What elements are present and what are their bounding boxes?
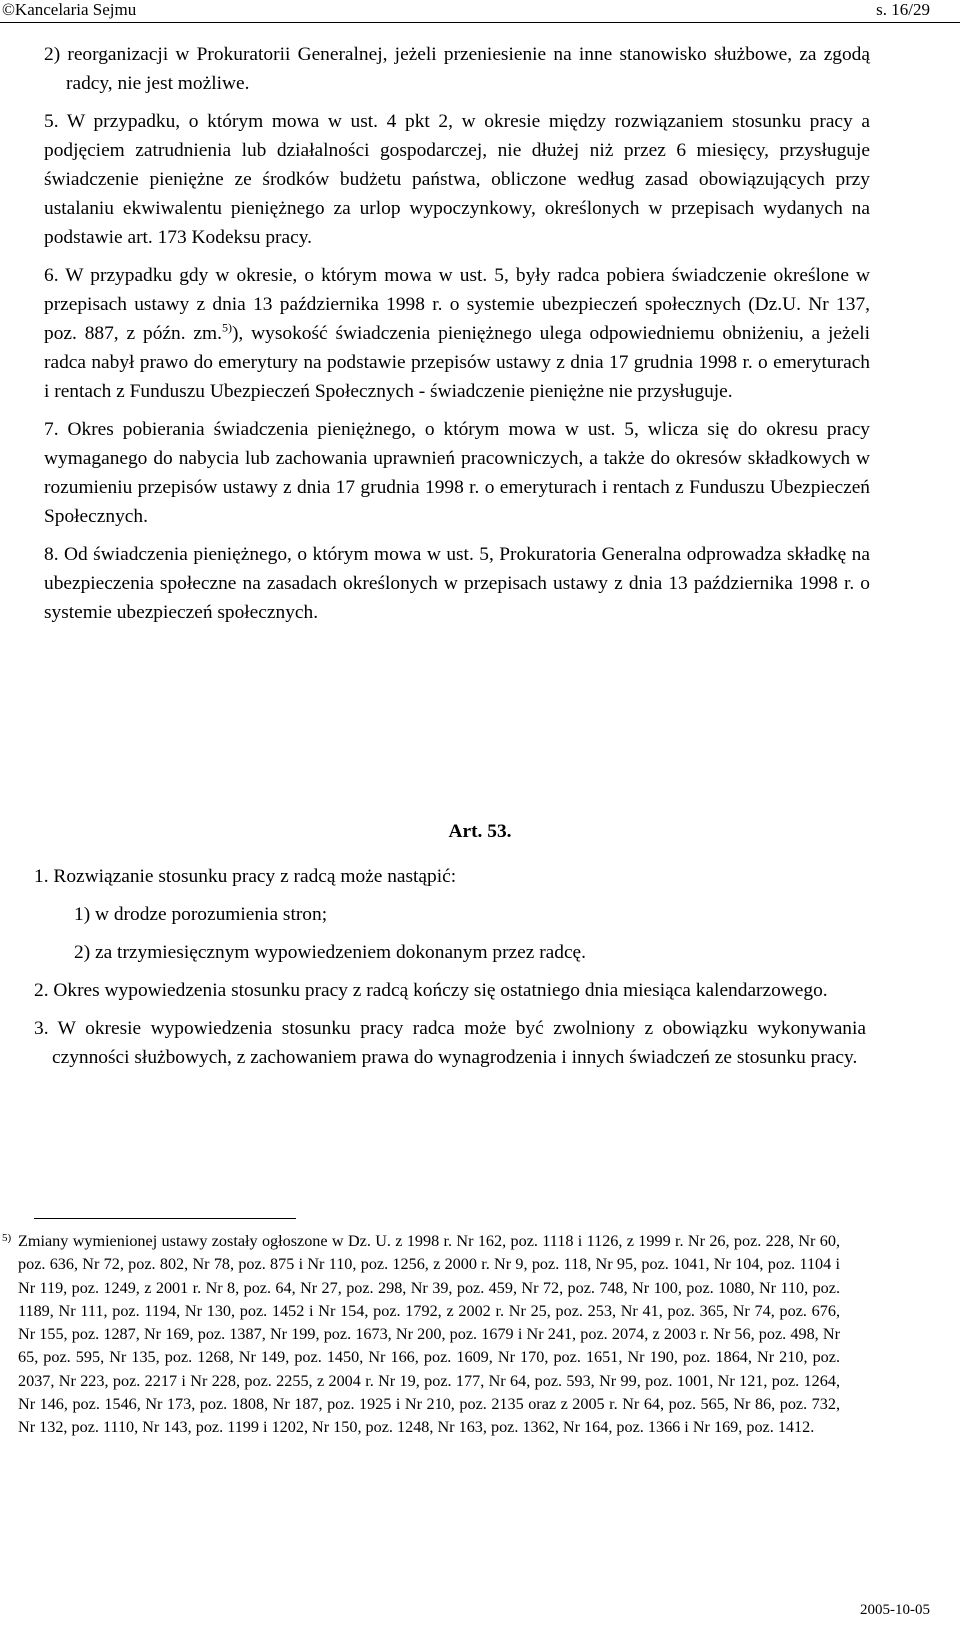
point-2-paragraph: 2) reorganizacji w Prokuratorii Generalnej, jeżeli przeniesienie na inne stanowisko służbowe, za zgodą radcy, nie jest możliwe. (44, 44, 870, 94)
article-section-2: 2. Okres wypowiedzenia stosunku pracy z radcą kończy się ostatniego dnia miesiąca kalendarzowego. (34, 980, 828, 1001)
footnote-reference[interactable]: 5) (221, 320, 232, 335)
footnote-divider (34, 1218, 296, 1219)
section-7-paragraph: 7. Okres pobierania świadczenia pieniężnego, o którym mowa w ust. 5, wlicza się do okresu pracy wymaganego do nabycia lub zachowania uprawnień pracowniczych, a także do okresów składkowych w rozumieniu przepisów ustawy z dnia 17 grudnia 1998 r. o emeryturach i rentach z Funduszu Ubezpieczeń Społecznych. (44, 419, 870, 527)
article-section-1: 1. Rozwiązanie stosunku pracy z radcą może nastąpić: (34, 866, 457, 887)
page-header (0, 0, 960, 24)
article-section-3: 3. W okresie wypowiedzenia stosunku pracy radca może być zwolniony z obowiązku wykonywania czynności służbowych, z zachowaniem prawa do wynagrodzenia i innych świadczeń ze stosunku pracy. (34, 1018, 866, 1068)
page-number: s. 16/29 (876, 0, 930, 19)
section-6-text-a: 6. W przypadku gdy w okresie, o którym mowa w ust. 5, były radca pobiera świadczenie określone w przepisach ustawy z dnia 13 października 1998 r. o systemie ubezpieczeń społecznych (Dz.U. Nr 137, poz. 887, z późn. zm. (44, 265, 870, 344)
document-date: 2005-10-05 (860, 1602, 930, 1618)
footnote (0, 1230, 840, 1440)
header-divider (0, 22, 960, 23)
publisher-label: ©Kancelaria Sejmu (2, 0, 137, 19)
article-body (34, 862, 866, 1072)
section-6-text-b: ), wysokość świadczenia pieniężnego ulega odpowiedniemu obniżeniu, a jeżeli radca nabył prawo do emerytury na podstawie przepisów ustawy z dnia 17 grudnia 1998 r. o emeryturach i rentach z Funduszu Ubezpieczeń Społecznych - świadczenie pieniężne nie przysługuje. (44, 323, 871, 402)
footnote-marker: 5) (2, 1232, 12, 1244)
article-section-1-point-2: 2) za trzymiesięcznym wypowiedzeniem dokonanym przez radcę. (74, 942, 587, 963)
document-body (44, 40, 870, 627)
footnote-text: Zmiany wymienionej ustawy zostały ogłoszone w Dz. U. z 1998 r. Nr 162, poz. 1118 i 1126, z 1999 r. Nr 26, poz. 228, Nr 60, poz. 636, Nr 72, poz. 802, Nr 78, poz. 875 i Nr 110, poz. 1256, z 2000 r. Nr 9, poz. 118, Nr 95, poz. 1041, Nr 104, poz. 1104 i Nr 119, poz. 1249, z 2001 r. Nr 8, poz. 64, Nr 27, poz. 298, Nr 39, poz. 459, Nr 72, poz. 748, Nr 100, poz. 1080, Nr 110, poz. 1189, Nr 111, poz. 1194, Nr 130, poz. 1452 i Nr 154, poz. 1792, z 2002 r. Nr 25, poz. 253, Nr 41, poz. 365, Nr 74, poz. 676, Nr 155, poz. 1287, Nr 169, poz. 1387, Nr 199, poz. 1673, Nr 200, poz. 1679 i Nr 241, poz. 2074, z 2003 r. Nr 56, poz. 498, Nr 65, poz. 595, Nr 135, poz. 1268, Nr 149, poz. 1450, Nr 166, poz. 1609, Nr 170, poz. 1651, Nr 190, poz. 1864, Nr 210, poz. 2037, Nr 223, poz. 2217 i Nr 228, poz. 2255, z 2004 r. Nr 19, poz. 177, Nr 64, poz. 593, Nr 99, poz. 1001, Nr 121, poz. 1264, Nr 146, poz. 1546, Nr 173, poz. 1808, Nr 187, poz. 1925 i Nr 210, poz. 2135 oraz z 2005 r. Nr 64, poz. 565, Nr 86, poz. 732, Nr 132, poz. 1110, Nr 143, poz. 1199 i 1202, Nr 150, poz. 1248, Nr 163, poz. 1362, Nr 164, poz. 1366 i Nr 169, poz. 1412. (18, 1232, 840, 1437)
article-heading: Art. 53. (448, 821, 512, 842)
section-8-paragraph: 8. Od świadczenia pieniężnego, o którym mowa w ust. 5, Prokuratoria Generalna odprowadza składkę na ubezpieczenia społeczne na zasadach określonych w przepisach ustawy z dnia 13 października 1998 r. o systemie ubezpieczeń społecznych. (44, 544, 870, 623)
section-6-paragraph (44, 261, 870, 406)
section-5-paragraph: 5. W przypadku, o którym mowa w ust. 4 pkt 2, w okresie między rozwiązaniem stosunku pracy a podjęciem zatrudnienia lub działalności gospodarczej, nie dłużej niż przez 6 miesięcy, przysługuje świadczenie pieniężne ze środków budżetu państwa, obliczone według zasad obowiązujących przy ustalaniu ekwiwalentu pieniężnego za urlop wypoczynkowy, określonych w przepisach wydanych na podstawie art. 173 Kodeksu pracy. (44, 111, 870, 248)
article-section-1-point-1: 1) w drodze porozumienia stron; (74, 904, 328, 925)
